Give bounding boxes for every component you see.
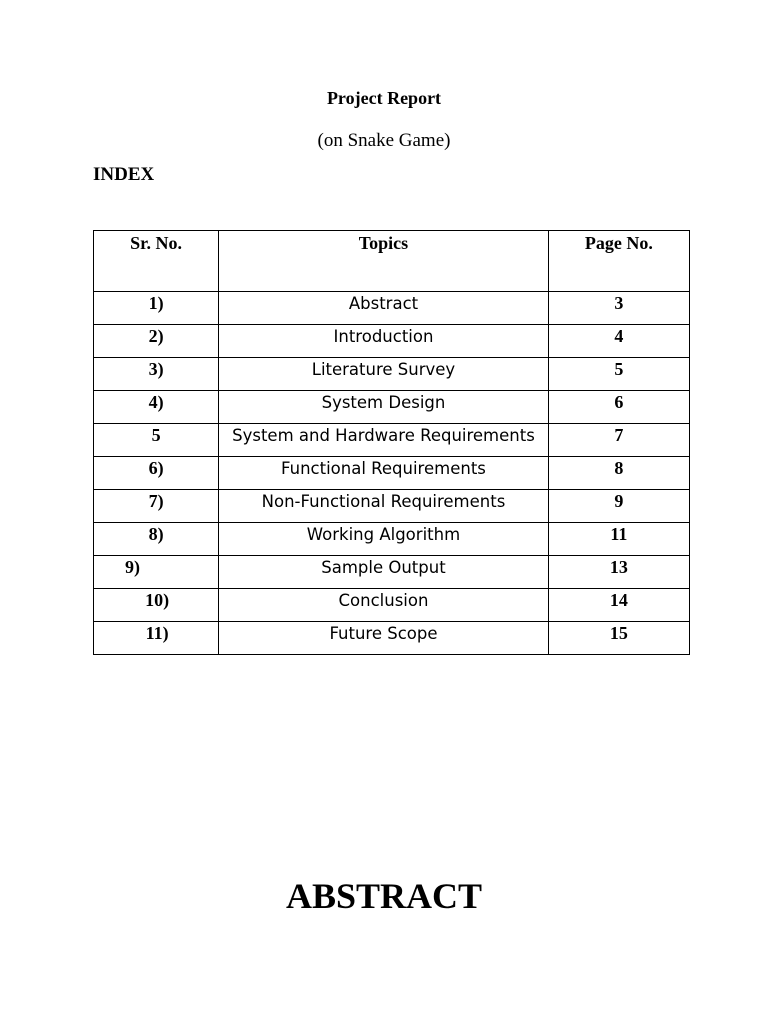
table-header-row — [94, 231, 690, 292]
row-sr-no: 8) — [94, 523, 219, 556]
row-page-no: 5 — [548, 358, 689, 391]
header-sr-no: Sr. No. — [94, 231, 219, 292]
table-row — [94, 325, 690, 358]
row-sr-no: 3) — [94, 358, 219, 391]
row-sr-no: 5 — [94, 424, 219, 457]
table-row — [94, 622, 690, 655]
table-row — [94, 457, 690, 490]
document-subtitle: (on Snake Game) — [317, 130, 451, 151]
row-topic: Non-Functional Requirements — [219, 490, 549, 523]
row-page-no: 8 — [548, 457, 689, 490]
table-row — [94, 490, 690, 523]
row-sr-no: 7) — [94, 490, 219, 523]
row-sr-no: 4) — [94, 391, 219, 424]
row-page-no: 13 — [548, 556, 689, 589]
row-page-no: 11 — [548, 523, 689, 556]
header-page-no: Page No. — [548, 231, 689, 292]
table-row — [94, 589, 690, 622]
row-topic: Abstract — [219, 292, 549, 325]
row-sr-no: 10) — [94, 589, 219, 622]
row-page-no: 6 — [548, 391, 689, 424]
row-topic: Working Algorithm — [219, 523, 549, 556]
row-topic: Sample Output — [219, 556, 549, 589]
document-title: Project Report — [326, 88, 442, 108]
row-sr-no: 2) — [94, 325, 219, 358]
row-page-no: 9 — [548, 490, 689, 523]
row-sr-no: 9) — [94, 556, 219, 589]
row-sr-no: 6) — [94, 457, 219, 490]
table-row — [94, 424, 690, 457]
abstract-heading: ABSTRACT — [285, 876, 483, 916]
row-topic: System and Hardware Requirements — [219, 424, 549, 457]
row-sr-no: 1) — [94, 292, 219, 325]
row-sr-no: 11) — [94, 622, 219, 655]
row-topic: Functional Requirements — [219, 457, 549, 490]
header-topics: Topics — [219, 231, 549, 292]
table-row — [94, 358, 690, 391]
row-topic: System Design — [219, 391, 549, 424]
row-topic: Introduction — [219, 325, 549, 358]
row-page-no: 14 — [548, 589, 689, 622]
row-topic: Conclusion — [219, 589, 549, 622]
row-page-no: 15 — [548, 622, 689, 655]
index-heading: INDEX — [93, 164, 155, 185]
row-page-no: 3 — [548, 292, 689, 325]
row-topic: Future Scope — [219, 622, 549, 655]
table-row — [94, 523, 690, 556]
table-row — [94, 292, 690, 325]
row-topic: Literature Survey — [219, 358, 549, 391]
table-row — [94, 391, 690, 424]
index-table — [93, 230, 690, 655]
table-row — [94, 556, 690, 589]
row-page-no: 4 — [548, 325, 689, 358]
row-page-no: 7 — [548, 424, 689, 457]
